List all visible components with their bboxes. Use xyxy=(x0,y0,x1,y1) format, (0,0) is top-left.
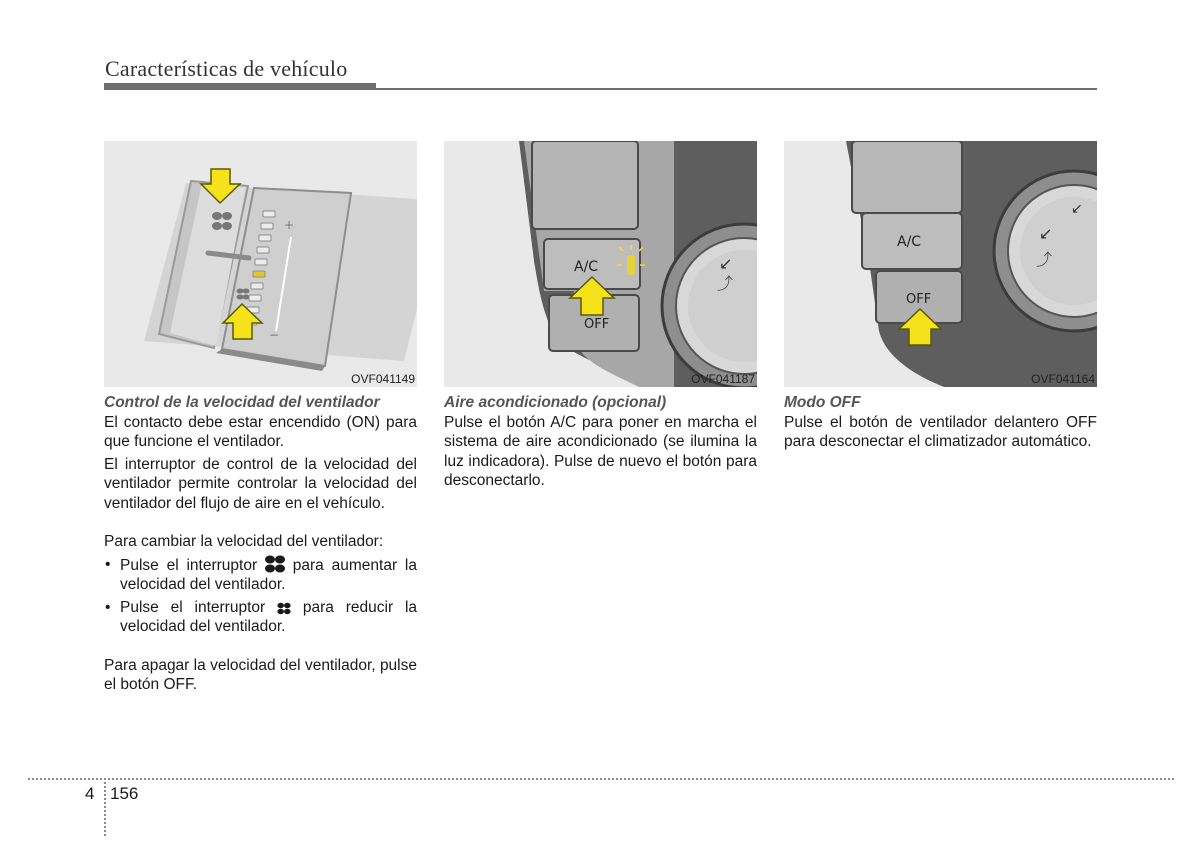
off-label: OFF xyxy=(906,292,932,307)
section-off xyxy=(784,393,1097,455)
paragraph: Pulse el botón de ventilador delantero OFF para desconectar el climatizador automático. xyxy=(784,413,1097,450)
section-fan-speed xyxy=(104,393,417,698)
svg-text:↙: ↙ xyxy=(719,254,733,273)
svg-text:⤴: ⤴ xyxy=(717,274,734,293)
list-item-text: Pulse el interruptor xyxy=(120,556,258,574)
list-item-text: Pulse el interruptor xyxy=(120,598,266,616)
footer-divider xyxy=(104,778,106,836)
paragraph: Pulse el botón A/C para poner en marcha el sistema de aire acondicionado (se ilumina la luz indicadora). Pulse de nuevo el botón para desconectarlo. xyxy=(444,413,757,489)
header-title: Características de vehículo xyxy=(105,56,348,81)
footer-rule xyxy=(28,778,1174,780)
list-item-text: para aumentar la velocidad del ventilador. xyxy=(120,556,417,593)
fan-switch-illustration xyxy=(104,141,417,387)
off-panel-illustration xyxy=(784,141,1097,387)
paragraph: Para cambiar la velocidad del ventilador: xyxy=(104,533,384,550)
page-number: 156 xyxy=(110,784,139,803)
svg-text:−: − xyxy=(269,328,280,342)
ac-label: A/C xyxy=(897,234,922,250)
section-caption: Modo OFF xyxy=(784,394,861,411)
chapter-number: 4 xyxy=(85,784,95,803)
ac-panel-illustration xyxy=(444,141,757,387)
off-label: OFF xyxy=(584,317,610,332)
svg-text:⤴: ⤴ xyxy=(1036,250,1053,269)
bullet-list xyxy=(104,555,417,637)
svg-text:+: + xyxy=(284,218,295,232)
paragraph: Para apagar la velocidad del ventilador, pulse el botón OFF. xyxy=(104,656,417,693)
figure-ac-button xyxy=(444,141,757,387)
list-item: • Pulse el interruptor para reducir la velocidad del ventilador. xyxy=(105,598,418,635)
figure-code: OVF041187 xyxy=(691,372,755,386)
list-item-text: para reducir la velocidad del ventilador. xyxy=(120,598,418,635)
paragraph: El contacto debe estar encendido (ON) para que funcione el ventilador. xyxy=(104,413,417,450)
svg-text:↙: ↙ xyxy=(1071,201,1083,217)
fan-low-icon xyxy=(277,602,291,615)
ac-label: A/C xyxy=(574,259,599,275)
list-item: • Pulse el interruptor para aumentar la velocidad del ventilador. xyxy=(105,555,417,593)
paragraph: El interruptor de control de la velocidad del ventilador permite controlar la velocidad del ventilador del flujo de aire en el vehículo. xyxy=(104,455,417,512)
figure-code: OVF041164 xyxy=(1031,372,1095,386)
svg-text:↙: ↙ xyxy=(1039,224,1053,243)
figure-off-button xyxy=(784,141,1097,387)
section-ac xyxy=(444,393,757,494)
header-rule-thin xyxy=(376,88,1097,90)
section-caption: Aire acondicionado (opcional) xyxy=(444,394,667,411)
figure-code: OVF041149 xyxy=(351,372,415,386)
figure-fan-speed xyxy=(104,141,417,387)
section-caption: Control de la velocidad del ventilador xyxy=(104,394,380,411)
header-rule-thick xyxy=(104,83,376,90)
fan-high-icon xyxy=(265,555,285,573)
